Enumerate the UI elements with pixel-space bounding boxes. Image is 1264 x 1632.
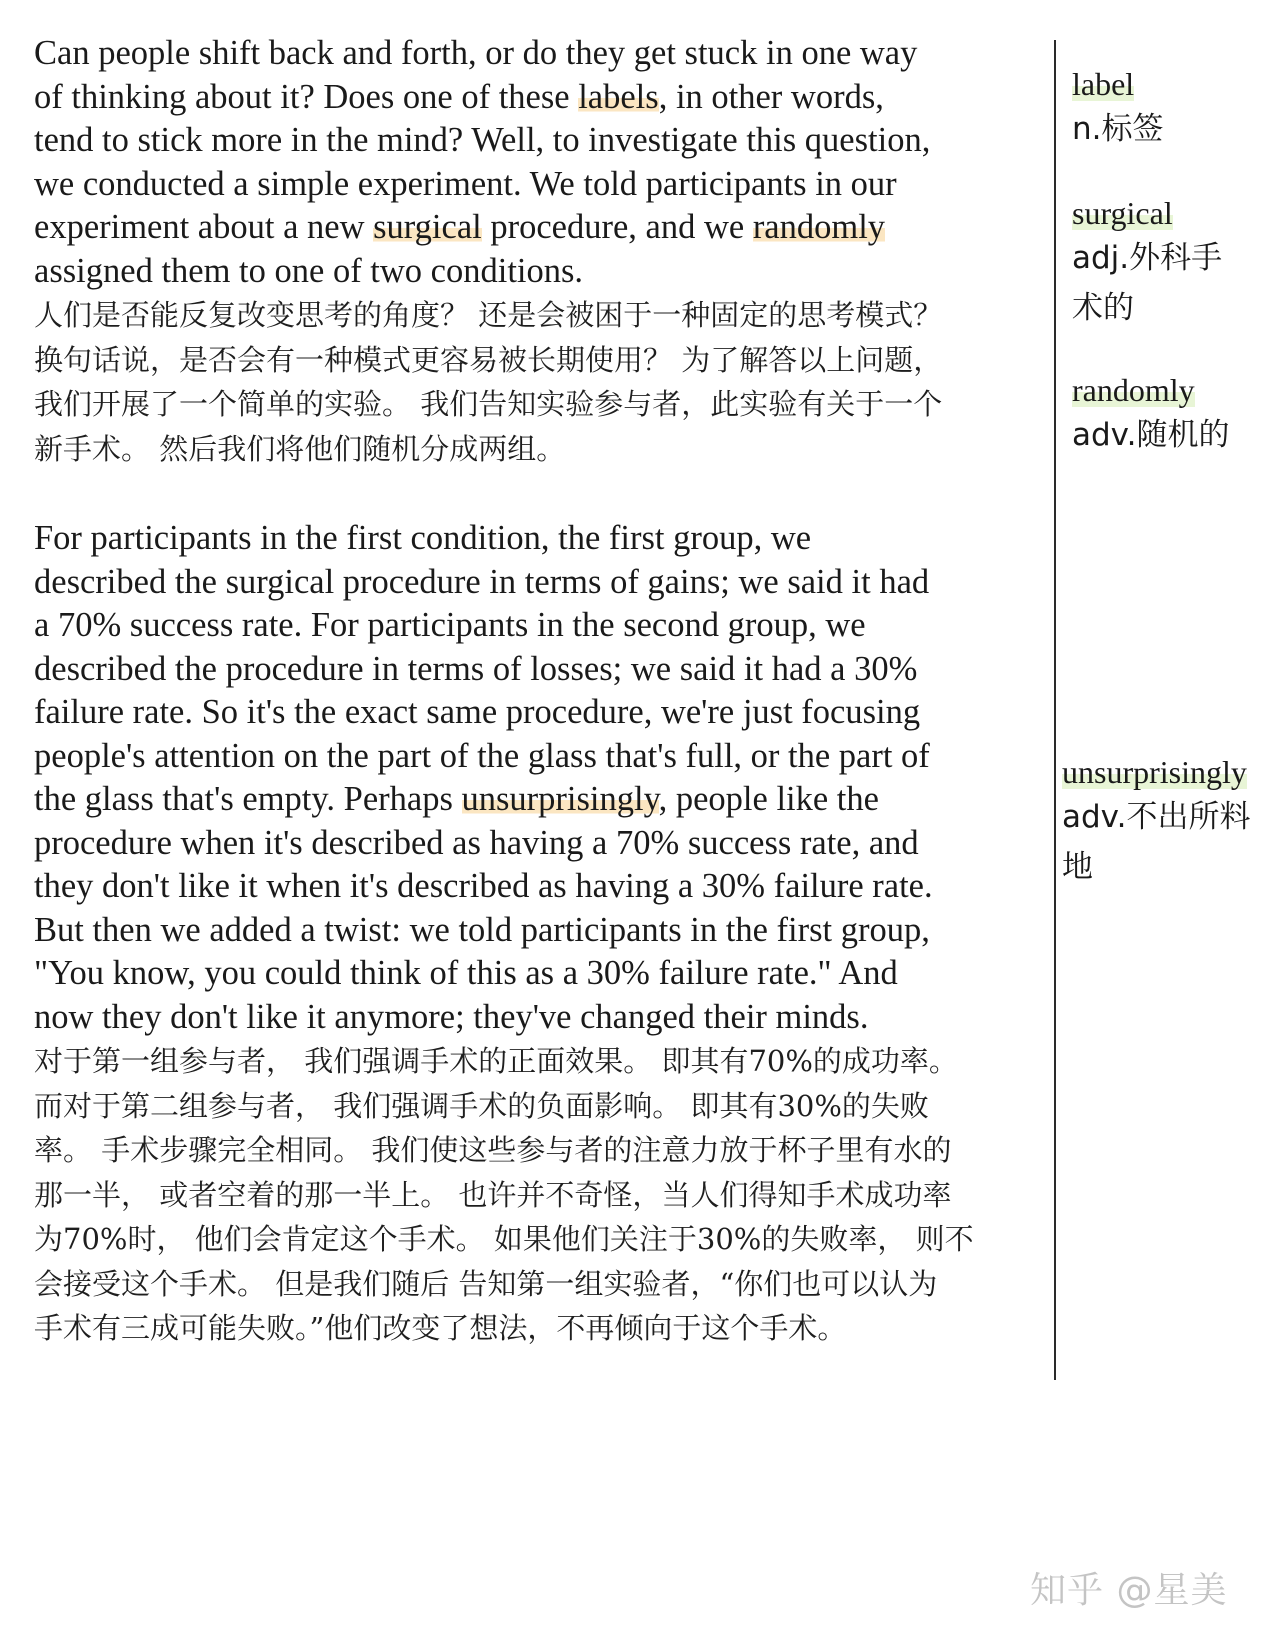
- paragraph-1-english: [34, 32, 1034, 293]
- text-line: [34, 76, 1034, 120]
- text-line: [34, 206, 1034, 250]
- text-line: a 70% success rate. For participants in the second group, we: [34, 606, 866, 644]
- text-line: For participants in the first condition, the first group, we: [34, 519, 812, 557]
- vocab-note-unsurprisingly: [1062, 752, 1250, 892]
- text-segment: procedure, and we: [481, 208, 753, 246]
- text-line: 我们开展了一个简单的实验。 我们告知实验参与者，此实验有关于一个: [34, 387, 943, 421]
- text-line: assigned them to one of two conditions.: [34, 251, 584, 290]
- text-line: 而对于第二组参与者， 我们强调手术的负面影响。 即其有30%的失败: [34, 1088, 929, 1123]
- text-line: 人们是否能反复改变思考的角度？ 还是会被困于一种固定的思考模式？: [34, 298, 943, 332]
- text-line: described the surgical procedure in terms of gains; we said it had: [34, 562, 930, 601]
- vocab-note-label: [1072, 64, 1164, 154]
- highlighted-word-surgical: surgical: [373, 208, 482, 246]
- text-line: tend to stick more in the mind? Well, to investigate this question,: [34, 121, 931, 159]
- main-passage: [34, 32, 1034, 1351]
- text-segment: the glass that's empty. Perhaps: [34, 780, 462, 818]
- text-line: people's attention on the part of the glass that's full, or the part of: [34, 736, 930, 775]
- vocab-word: label: [1072, 66, 1135, 102]
- text-line: 换句话说，是否会有一种模式更容易被长期使用？ 为了解答以上问题，: [34, 342, 943, 377]
- vocab-definition: adv.随机的: [1072, 417, 1230, 453]
- text-segment: experiment about a new: [34, 208, 374, 246]
- text-segment: of thinking about it? Does one of these: [34, 77, 579, 116]
- vocab-word: unsurprisingly: [1062, 754, 1247, 790]
- text-line: Can people shift back and forth, or do they get stuck in one way: [34, 34, 918, 72]
- text-line: procedure when it's described as having a 70% success rate, and: [34, 823, 919, 862]
- text-line: 对于第一组参与者， 我们强调手术的正面效果。 即其有70%的成功率。: [34, 1044, 958, 1078]
- text-line: 那一半， 或者空着的那一半上。 也许并不奇怪，当人们得知手术成功率: [34, 1177, 952, 1212]
- text-line: failure rate. So it's the exact same procedure, we're just focusing: [34, 693, 921, 731]
- text-segment: , people like the: [658, 780, 879, 818]
- text-line: they don't like it when it's described as having a 30% failure rate.: [34, 867, 933, 905]
- vocab-definition: adv.不出所料: [1062, 799, 1251, 835]
- text-line: we conducted a simple experiment. We told participants in our: [34, 164, 897, 203]
- highlighted-word-unsurprisingly: unsurprisingly: [461, 780, 659, 818]
- text-line: 会接受这个手术。 但是我们随后 告知第一组实验者，“你们也可以认为: [34, 1266, 938, 1301]
- vocab-note-surgical: [1072, 193, 1222, 333]
- vocab-definition: 地: [1062, 849, 1093, 885]
- text-line: But then we added a twist: we told participants in the first group,: [34, 910, 930, 949]
- margin-divider: [1054, 40, 1056, 1380]
- text-line: 新手术。 然后我们将他们随机分成两组。: [34, 431, 566, 466]
- highlighted-word-labels: labels: [578, 77, 659, 116]
- text-line: now they don't like it anymore; they've changed their minds.: [34, 997, 869, 1036]
- watermark: 知乎 @星美: [1030, 1570, 1228, 1611]
- paragraph-2-english: [34, 517, 1034, 1039]
- text-line: "You know, you could think of this as a 30% failure rate." And: [34, 954, 898, 992]
- vocab-word: surgical: [1072, 195, 1173, 231]
- text-line: 为70%时， 他们会肯定这个手术。 如果他们关注于30%的失败率， 则不: [34, 1222, 974, 1256]
- vocab-definition: adj.外科手: [1072, 240, 1223, 276]
- vocab-word: randomly: [1072, 372, 1195, 408]
- vocab-note-randomly: [1072, 370, 1229, 460]
- vocab-definition: 术的: [1072, 290, 1134, 326]
- paragraph-2-chinese: [34, 1039, 1034, 1351]
- vocab-definition: n.标签: [1072, 111, 1164, 147]
- text-line: 手术有三成可能失败。”他们改变了想法，不再倾向于这个手术。: [34, 1311, 847, 1345]
- highlighted-word-randomly: randomly: [752, 208, 886, 246]
- paragraph-1-chinese: [34, 293, 1034, 471]
- text-line: [34, 778, 1034, 822]
- text-line: described the procedure in terms of losses; we said it had a 30%: [34, 649, 918, 688]
- text-segment: , in other words,: [658, 77, 884, 116]
- text-line: 率。 手术步骤完全相同。 我们使这些参与者的注意力放于杯子里有水的: [34, 1133, 952, 1167]
